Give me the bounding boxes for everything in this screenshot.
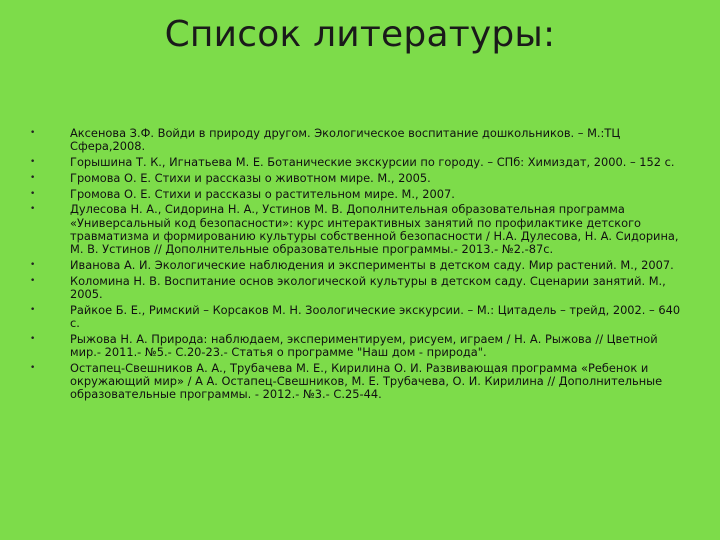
reference-text: Остапец-Свешников А. А., Трубачева М. Е., Кирилина О. И. Развивающая программа «Ребенок и окружающий мир» / А А. Остапец-Свешников, М. Е. Трубачева, О. И. Кирилина // Дополнительные образовательные программы. - 2012.- №3.- С.25-44.	[70, 360, 663, 401]
bullet-icon: •	[30, 259, 36, 270]
bullet-icon: •	[30, 275, 36, 286]
list-item	[30, 188, 690, 201]
reference-text: Иванова А. И. Экологические наблюдения и эксперименты в детском саду. Мир растений. М., 2007.	[70, 257, 674, 272]
list-item	[30, 333, 690, 359]
reference-text: Райкое Б. Е., Римский – Корсаков М. Н. Зоологические экскурсии. – М.: Цитадель – трейд, 2002. – 640 с.	[70, 302, 681, 330]
list-item	[30, 127, 690, 153]
bullet-icon: •	[30, 157, 36, 167]
list-item	[30, 362, 690, 402]
reference-text: Горышина Т. К., Игнатьева М. Е. Ботанические экскурсии по городу. – СПб: Химиздат, 2000. – 152 с.	[70, 155, 675, 169]
reference-text: Аксенова З.Ф. Войди в природу другом. Экологическое воспитание дошкольников. – М.:ТЦ Сфера,2008.	[70, 126, 621, 154]
reference-text: Дулесова Н. А., Сидорина Н. А., Устинов М. В. Дополнительная образовательная программа «Универсальный код безопасности»: курс интерактивных занятий по профилактике детского травматизма и формированию культуры собственной безопасности / Н.А. Дулесова, Н. А. Сидорина, М. В. Устинов // Дополнительные образовательные программы.- 2013.- №2.-87с.	[70, 202, 679, 256]
reference-text: Громова О. Е. Стихи и рассказы о растительном мире. М., 2007.	[70, 186, 455, 201]
bullet-icon: •	[30, 172, 36, 183]
bullet-icon: •	[30, 304, 36, 315]
bullet-icon: •	[30, 128, 36, 138]
page-title: Список литературы:	[164, 14, 556, 55]
references-list	[30, 127, 690, 404]
list-item	[30, 156, 690, 169]
list-item	[30, 275, 690, 301]
bullet-icon: •	[30, 204, 36, 215]
bullet-icon: •	[30, 333, 36, 344]
bullet-icon: •	[30, 188, 36, 199]
list-item	[30, 203, 690, 256]
list-item	[30, 172, 690, 185]
list-item	[30, 304, 690, 330]
reference-text: Громова О. Е. Стихи и рассказы о животном мире. М., 2005.	[70, 170, 431, 185]
reference-text: Рыжова Н. А. Природа: наблюдаем, экспериментируем, рисуем, играем / Н. А. Рыжова // Цветной мир.- 2011.- №5.- С.20-23.- Статья о программе "Наш дом - природа".	[70, 331, 658, 359]
list-item	[30, 259, 690, 272]
bullet-icon: •	[30, 362, 36, 373]
reference-text: Коломина Н. В. Воспитание основ экологической культуры в детском саду. Сценарии занятий. М., 2005.	[70, 273, 666, 301]
